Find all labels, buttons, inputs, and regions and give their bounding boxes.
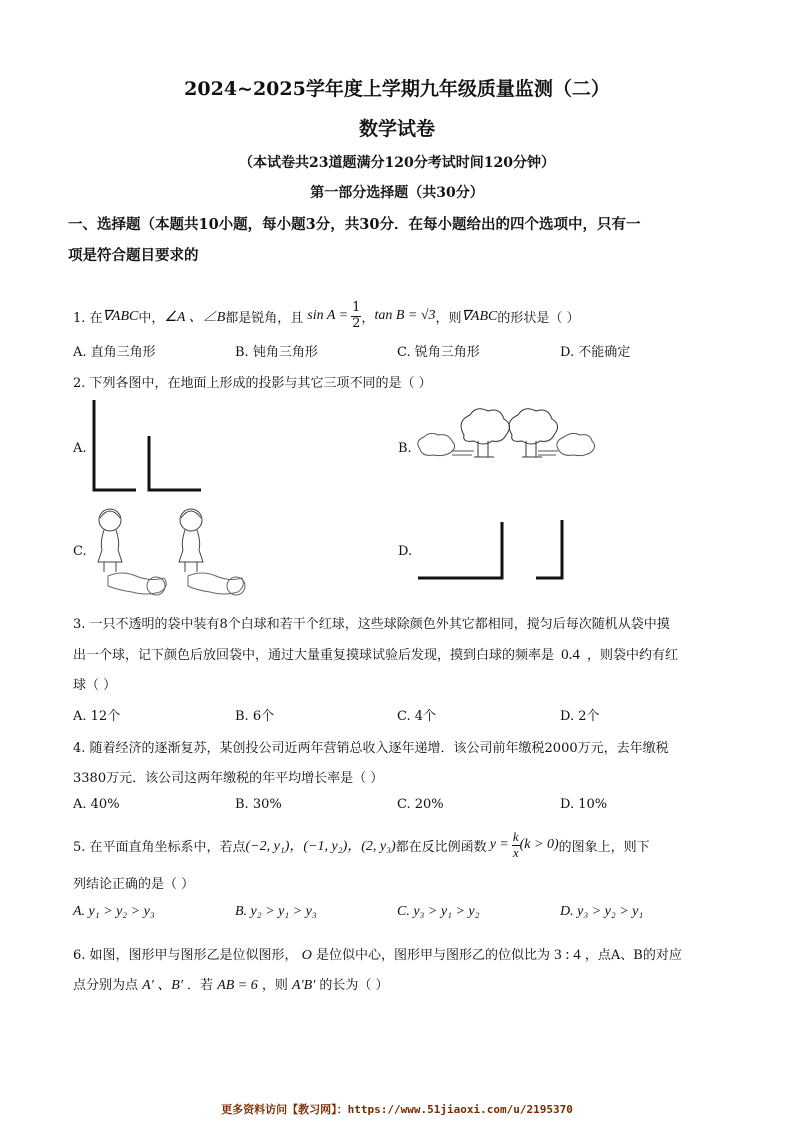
q3-line2 (73, 644, 678, 664)
q3-option-c: C. 4个 (397, 709, 437, 724)
q2-label-b: B. (398, 441, 412, 456)
q2-figure-a (88, 396, 218, 496)
q6-line1 (73, 944, 682, 964)
q3-line1: 3. 一只不透明的袋中装有8个白球和若干个红球，这些球除颜色外其它都相同，搅匀后每次随机从袋中摸 (73, 617, 670, 632)
q4-option-b: B. 30% (235, 797, 282, 812)
q5-option-b: B. y₂ > y₁ > y₃ (235, 904, 317, 919)
section-heading-line1: 一、选择题（本题共10小题，每小题3分，共30分．在每小题给出的四个选项中，只有一 (68, 216, 641, 233)
q6-line2-a: 点分别为点 (73, 978, 139, 993)
q6-line2 (73, 974, 389, 994)
q5-option-a: A. y₁ > y₂ > y₃ (73, 904, 155, 919)
q4-line1: 4. 随着经济的逐渐复苏，某创投公司近两年营销总收入逐年递增．该公司前年缴税2000万元，去年缴税 (73, 741, 669, 756)
q5-prefix: 5. 在平面直角坐标系中，若点 (73, 839, 246, 855)
q5-frac-den: x (512, 844, 519, 860)
figure-person-2 (179, 509, 203, 572)
q4-line2: 3380万元．该公司这两年缴税的年平均增长率是（ ） (73, 771, 384, 786)
tree-2 (509, 409, 557, 457)
q1-sin: sin A = (307, 308, 349, 323)
q1-option-d: D. 不能确定 (560, 345, 631, 360)
footer-link[interactable]: 更多资料访问【教习网】：https://www.51jiaoxi.com/u/2195370 (221, 1103, 573, 1116)
q1-prefix: 1. 在 (73, 310, 103, 326)
exam-title: 2024~2025学年度上学期九年级质量监测（二） (184, 78, 610, 100)
q3-line3: 球（ ） (73, 678, 117, 693)
q1-mid1: 中， (138, 310, 165, 326)
q5-func-lhs: y = (489, 837, 509, 852)
q2-figure-b (412, 405, 602, 470)
question-5 (73, 826, 650, 864)
q6-line1-c: ，点A、B的对应 (584, 948, 682, 963)
tree-1 (461, 409, 509, 457)
q6-center: O (301, 948, 312, 963)
q5-suffix: 的图象上，则下 (558, 839, 650, 855)
q6-equation: AB = 6 (217, 978, 258, 993)
q6-line2-b: ．若 (187, 978, 214, 993)
q2-label-c: C. (73, 544, 87, 559)
tree-shadow-1 (418, 433, 474, 455)
q6-points: A′ 、B′ (142, 978, 183, 993)
q3-line2-tail: ，则袋中约有红 (587, 648, 679, 663)
q5-points: (−2, y₁)，(−1, y₂)，(2, y₃) (245, 839, 396, 854)
q2-figure-c (88, 500, 248, 602)
q1-triangle-2: ∇ABC (461, 308, 498, 324)
q3-option-a: A. 12个 (73, 709, 121, 724)
q2-figure-d (414, 516, 574, 586)
q1-option-b: B. 钝角三角形 (235, 345, 318, 360)
figure-shadow-1 (108, 573, 166, 595)
q1-comma: ， (361, 310, 375, 326)
figure-shadow-2 (188, 573, 245, 595)
exam-info: （本试卷共23道题满分120分考试时间120分钟） (239, 155, 555, 171)
tree-shadow-2 (538, 433, 595, 455)
part-heading: 第一部分选择题（共30分） (310, 185, 484, 201)
pole-shadow-4 (536, 520, 562, 578)
q3-option-d: D. 2个 (560, 709, 600, 724)
q1-triangle: ∇ABC (102, 308, 139, 324)
q1-frac-num: 1 (352, 300, 361, 316)
pole-shadow-1 (94, 400, 136, 490)
q6-ratio: 3 : 4 (554, 947, 581, 963)
q5-mid: 都在反比例函数 (395, 839, 487, 855)
q1-mid3: ，则 (435, 310, 462, 326)
q6-ask: A′B′ (292, 978, 316, 993)
question-2: 2. 下列各图中，在地面上形成的投影与其它三项不同的是（ ） (73, 376, 432, 391)
q1-tan: tan B = √3 (374, 308, 436, 323)
section-heading-line2: 项是符合题目要求的 (68, 247, 199, 264)
q1-option-a: A. 直角三角形 (73, 345, 156, 360)
q5-fraction (512, 830, 520, 860)
q2-label-a: A. (73, 441, 87, 456)
q5-option-d: D. y₃ > y₂ > y₁ (560, 904, 644, 919)
q3-option-b: B. 6个 (235, 709, 275, 724)
figure-person-1 (98, 509, 122, 572)
q1-suffix: 的形状是（ ） (497, 310, 580, 326)
q6-line1-a: 6. 如图，图形甲与图形乙是位似图形， (73, 948, 298, 963)
q5-line2: 列结论正确的是（ ） (73, 877, 195, 892)
q3-frequency: 0.4 (561, 647, 580, 663)
q6-line1-b: 是位似中心，图形甲与图形乙的位似比为 (315, 948, 550, 963)
q1-mid2: 都是锐角，且 (225, 310, 304, 326)
q4-option-d: D. 10% (560, 797, 608, 812)
pole-shadow-3 (418, 522, 502, 578)
q5-option-c: C. y₃ > y₁ > y₂ (397, 904, 480, 919)
pole-shadow-2 (149, 436, 201, 490)
q1-fraction (351, 301, 361, 331)
q1-angles: ∠A 、∠B (164, 310, 226, 325)
q6-line2-c: ，则 (261, 978, 288, 993)
q4-option-c: C. 20% (397, 797, 444, 812)
q5-frac-num: k (512, 829, 519, 845)
q4-option-a: A. 40% (73, 797, 120, 812)
exam-subject: 数学试卷 (358, 118, 435, 140)
q1-frac-den: 2 (352, 315, 361, 331)
q2-label-d: D. (398, 544, 413, 559)
q3-line2-text: 出一个球，记下颜色后放回袋中，通过大量重复摸球试验后发现，摸到白球的频率是 (73, 648, 555, 663)
question-1 (73, 296, 579, 336)
q6-line2-d: 的长为（ ） (319, 978, 389, 993)
q5-condition: (k > 0) (519, 837, 559, 852)
q1-option-c: C. 锐角三角形 (397, 345, 480, 360)
